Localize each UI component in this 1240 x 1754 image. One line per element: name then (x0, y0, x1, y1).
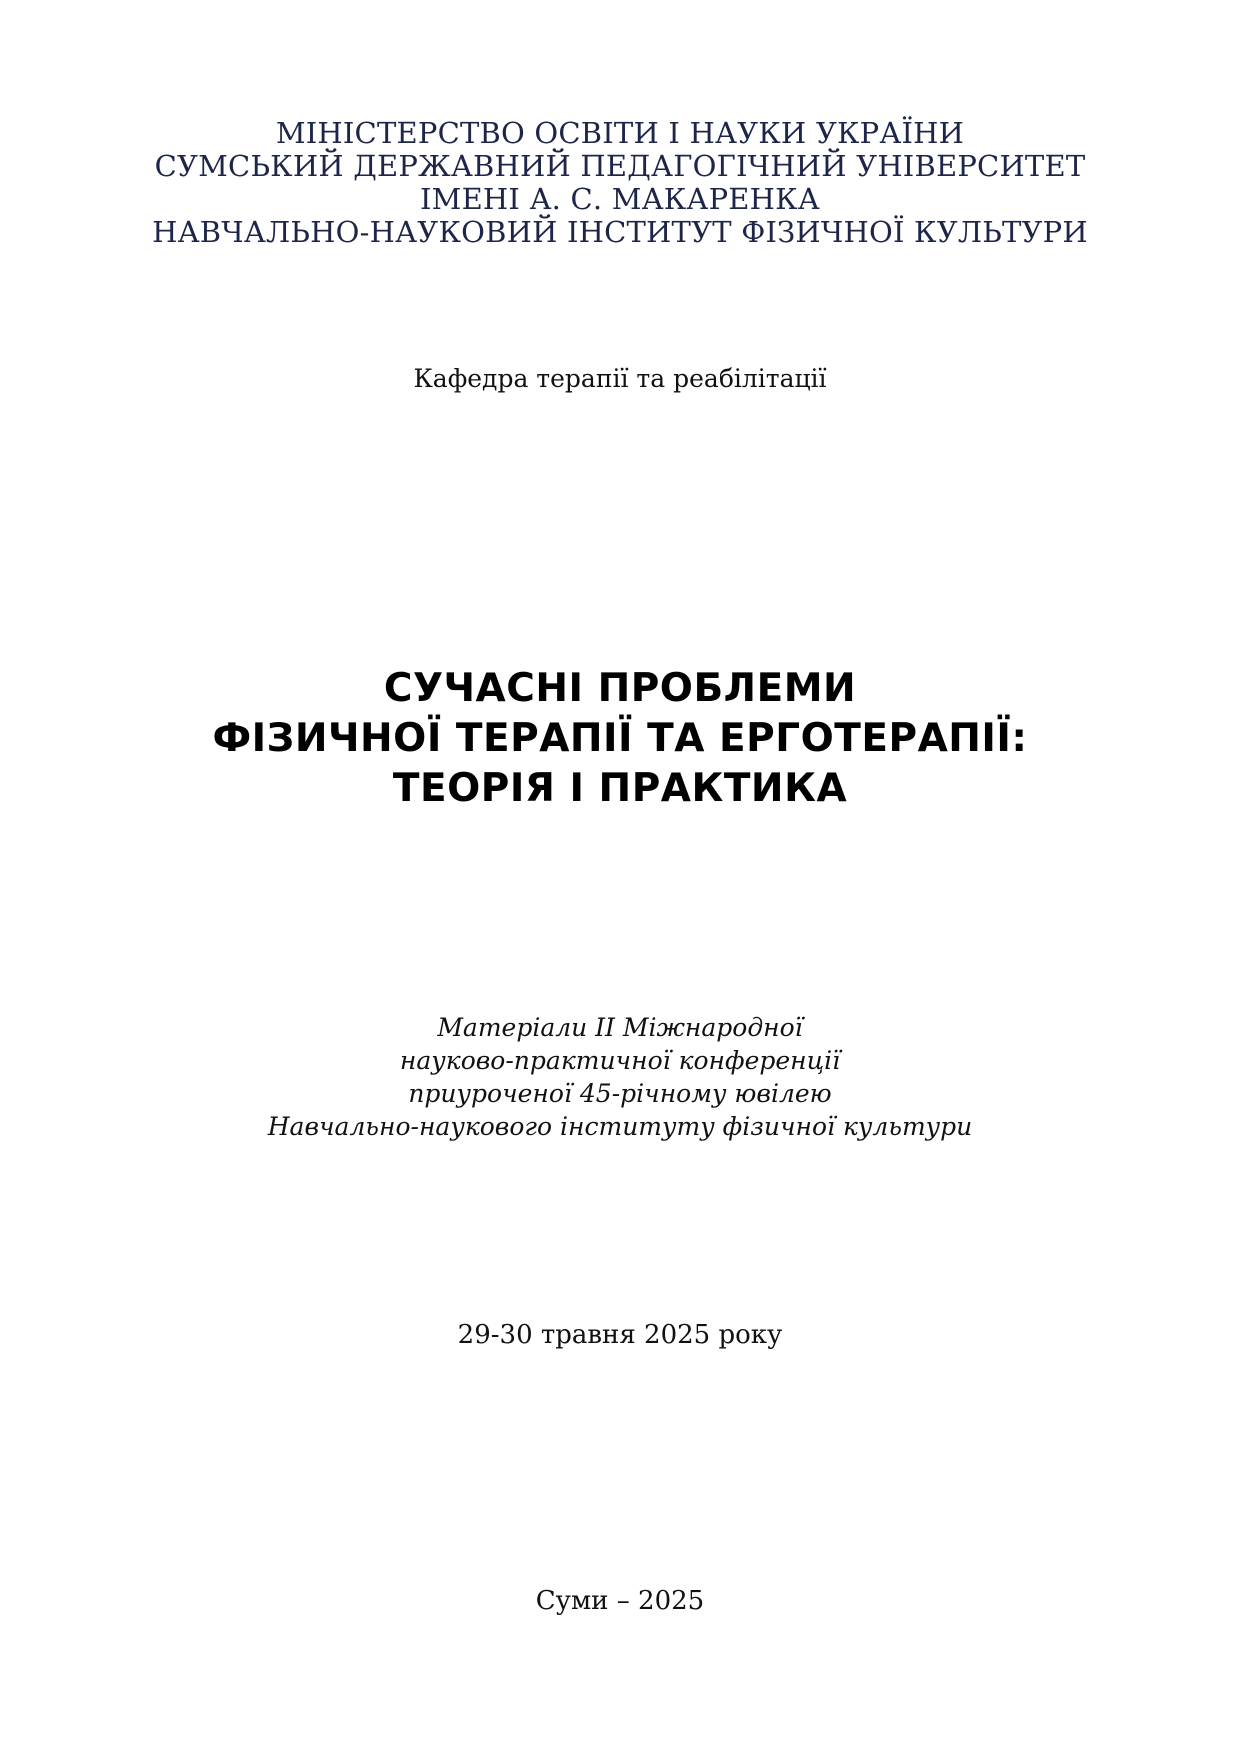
materials-line-3: приуроченої 45-річному ювілею (408, 1079, 832, 1108)
university-line: СУМСЬКИЙ ДЕРЖАВНИЙ ПЕДАГОГІЧНИЙ УНІВЕРСИТЕТ (154, 149, 1086, 183)
institution-header (0, 117, 1240, 249)
conference-materials (0, 1011, 1240, 1143)
title-line-3: ТЕОРІЯ І ПРАКТИКА (392, 766, 848, 811)
institute-line: НАВЧАЛЬНО-НАУКОВИЙ ІНСТИТУТ ФІЗИЧНОЇ КУЛЬТУРИ (152, 215, 1088, 249)
department-name: Кафедра терапії та реабілітації (413, 364, 827, 393)
university-name-line: ІМЕНІ А. С. МАКАРЕНКА (420, 182, 820, 216)
publication-title (0, 664, 1240, 814)
city-year: Суми – 2025 (535, 1586, 705, 1616)
materials-line-2: науково-практичної конференції (399, 1046, 841, 1075)
materials-line-4: Навчально-наукового інституту фізичної культури (267, 1112, 973, 1141)
ministry-line: МІНІСТЕРСТВО ОСВІТИ І НАУКИ УКРАЇНИ (275, 116, 965, 150)
conference-dates: 29-30 травня 2025 року (457, 1320, 783, 1350)
title-line-2: ФІЗИЧНОЇ ТЕРАПІЇ ТА ЕРГОТЕРАПІЇ: (212, 716, 1028, 761)
title-line-1: СУЧАСНІ ПРОБЛЕМИ (383, 666, 857, 711)
materials-line-1: Матеріали ІІ Міжнародної (437, 1013, 803, 1042)
